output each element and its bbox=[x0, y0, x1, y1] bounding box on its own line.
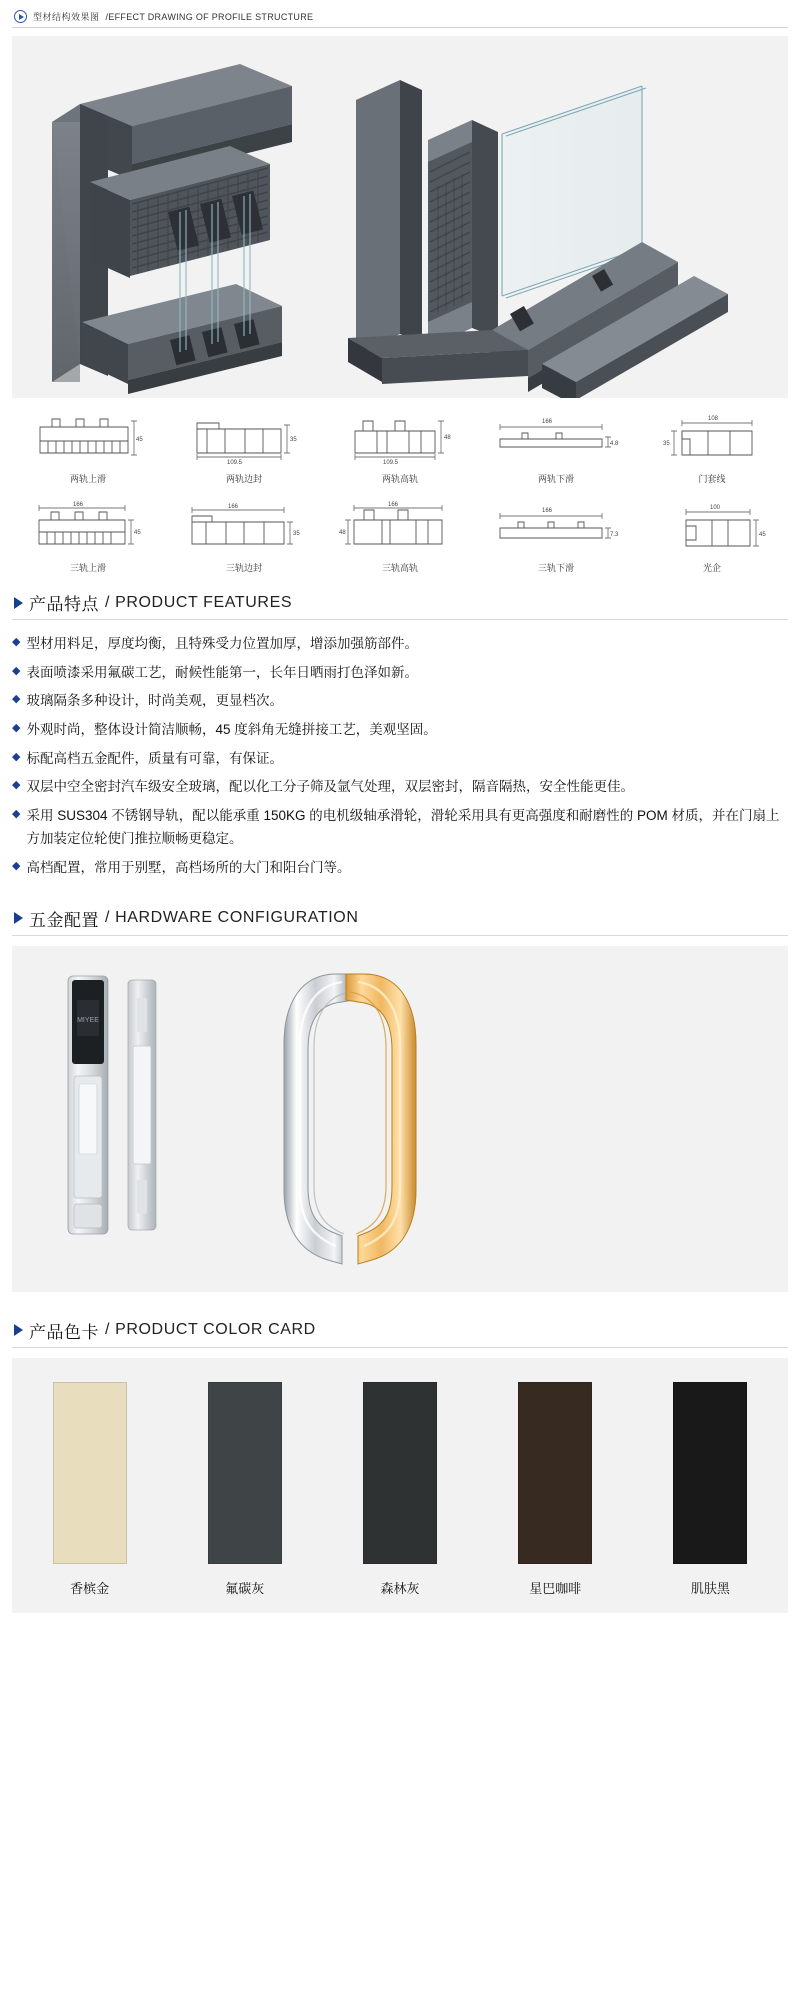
svg-text:166: 166 bbox=[73, 502, 84, 508]
profile-structure-illustration bbox=[12, 36, 788, 398]
profile-drawing-three-track-bottom bbox=[480, 499, 632, 557]
profile-label: 门套线 bbox=[698, 474, 726, 484]
profile-label: 两轨边封 bbox=[225, 474, 262, 484]
gold-pull-handle bbox=[346, 974, 416, 1264]
feature-item bbox=[12, 747, 788, 771]
product-spec-page bbox=[0, 6, 800, 2007]
play-triangle-icon bbox=[14, 1324, 23, 1336]
feature-item bbox=[12, 775, 788, 799]
hardware-title-cn: 五金配置 bbox=[29, 910, 99, 930]
profile-thumbnail-grid-row-1 bbox=[12, 406, 788, 487]
color-name: 香槟金 bbox=[70, 1580, 110, 1596]
diamond-bullet-icon: ◆ bbox=[12, 636, 21, 648]
profile-drawing-light-frame bbox=[636, 499, 788, 557]
dim-label: 45 bbox=[136, 437, 143, 443]
svg-text:166: 166 bbox=[542, 508, 553, 514]
color-title-cn: 产品色卡 bbox=[29, 1322, 99, 1342]
profile-label: 两轨高轨 bbox=[381, 474, 418, 484]
feature-text: 表面喷漆采用氟碳工艺，耐候性能第一，长年日晒雨打色泽如新。 bbox=[26, 664, 418, 680]
hardware-configuration-section bbox=[12, 902, 788, 1292]
recessed-lock-handle bbox=[68, 976, 108, 1234]
section-header-color-card bbox=[12, 1314, 788, 1348]
feature-item bbox=[12, 661, 788, 685]
diamond-bullet-icon: ◆ bbox=[12, 807, 21, 820]
profile-label: 光企 bbox=[702, 563, 721, 573]
color-swatch-item bbox=[478, 1382, 633, 1597]
section-title-cn: 型材结构效果图 bbox=[33, 12, 100, 22]
svg-text:48: 48 bbox=[339, 530, 346, 536]
profile-thumbnail-grid-row-2 bbox=[12, 495, 788, 576]
profile-drawing-three-track-high-rail bbox=[324, 499, 476, 557]
feature-item bbox=[12, 804, 788, 851]
profile-label: 三轨下滑 bbox=[537, 563, 574, 573]
color-swatch-item bbox=[167, 1382, 322, 1597]
svg-text:166: 166 bbox=[542, 419, 553, 425]
feature-text: 标配高档五金配件，质量有可靠，有保证。 bbox=[26, 750, 283, 766]
hardware-illustration bbox=[12, 946, 788, 1292]
profile-item bbox=[324, 406, 476, 487]
diamond-bullet-icon: ◆ bbox=[12, 750, 21, 763]
svg-text:45: 45 bbox=[759, 532, 766, 538]
profile-item bbox=[636, 495, 788, 576]
feature-text: 采用 SUS304 不锈钢导轨，配以能承重 150KG 的电机级轴承滑轮，滑轮采用具有更高强度和耐磨性的 POM 材质，并在门扇上方加装定位轮使门推拉顺畅更稳定。 bbox=[26, 807, 780, 847]
product-features-section bbox=[12, 586, 788, 880]
flat-lock-plate bbox=[128, 980, 156, 1230]
svg-text:108: 108 bbox=[708, 416, 719, 422]
profile-label: 三轨高轨 bbox=[381, 563, 418, 573]
svg-text:100: 100 bbox=[710, 505, 721, 511]
features-title-en: / PRODUCT FEATURES bbox=[105, 593, 293, 611]
profile-label: 两轨上滑 bbox=[69, 474, 106, 484]
diamond-bullet-icon: ◆ bbox=[12, 779, 21, 792]
feature-text: 型材用料足，厚度均衡，且特殊受力位置加厚，增添加强筋部件。 bbox=[26, 636, 418, 651]
profile-drawing-door-casing bbox=[636, 410, 788, 468]
svg-text:7.3: 7.3 bbox=[610, 532, 619, 538]
features-list bbox=[12, 632, 788, 880]
svg-text:35: 35 bbox=[290, 437, 297, 443]
svg-text:166: 166 bbox=[228, 504, 239, 510]
profile-drawing-two-track-top bbox=[12, 410, 164, 468]
profile-label: 三轨边封 bbox=[225, 563, 262, 573]
color-name: 森林灰 bbox=[380, 1580, 420, 1596]
play-triangle-icon bbox=[14, 912, 23, 924]
feature-text: 双层中空全密封汽车级安全玻璃，配以化工分子筛及氩气处理，双层密封，隔音隔热，安全性能更佳。 bbox=[26, 779, 634, 795]
profile-drawing-three-track-top bbox=[12, 499, 164, 557]
profile-drawing-two-track-bottom bbox=[480, 410, 632, 468]
section-header-hardware bbox=[12, 902, 788, 936]
color-chip bbox=[208, 1382, 282, 1564]
features-title-cn: 产品特点 bbox=[29, 595, 99, 614]
section-header-profile-structure bbox=[12, 6, 788, 28]
hardware-parts-drawing bbox=[12, 946, 788, 1292]
profile-drawing-two-track-side-seal bbox=[168, 410, 320, 468]
profile-item bbox=[480, 495, 632, 576]
color-chip bbox=[518, 1382, 592, 1564]
svg-text:48: 48 bbox=[444, 435, 451, 441]
profile-label: 两轨下滑 bbox=[537, 474, 574, 484]
diamond-bullet-icon: ◆ bbox=[12, 693, 21, 706]
feature-item bbox=[12, 856, 788, 880]
profile-item bbox=[636, 406, 788, 487]
diamond-bullet-icon: ◆ bbox=[12, 664, 21, 677]
profile-3d-drawing bbox=[12, 36, 788, 398]
hardware-title-en: / HARDWARE CONFIGURATION bbox=[105, 909, 359, 927]
profile-item bbox=[12, 406, 164, 487]
svg-text:MIYEE: MIYEE bbox=[77, 1016, 99, 1024]
product-color-card-section bbox=[12, 1314, 788, 1613]
section-header-features bbox=[12, 586, 788, 620]
color-name: 肌肤黑 bbox=[690, 1580, 730, 1596]
color-chip bbox=[673, 1382, 747, 1564]
color-name: 星巴咖啡 bbox=[529, 1580, 582, 1596]
profile-item bbox=[480, 406, 632, 487]
color-swatch-item bbox=[12, 1382, 167, 1597]
feature-item bbox=[12, 689, 788, 713]
profile-item bbox=[12, 495, 164, 576]
profile-item bbox=[324, 495, 476, 576]
chrome-pull-handle bbox=[284, 974, 354, 1264]
svg-text:166: 166 bbox=[388, 502, 399, 508]
diamond-bullet-icon: ◆ bbox=[12, 860, 21, 872]
profile-label: 三轨上滑 bbox=[69, 563, 106, 573]
color-chip bbox=[363, 1382, 437, 1564]
diamond-bullet-icon: ◆ bbox=[12, 721, 21, 734]
svg-text:35: 35 bbox=[663, 441, 670, 447]
color-swatch-item bbox=[633, 1382, 788, 1597]
feature-item bbox=[12, 632, 788, 656]
svg-text:4.8: 4.8 bbox=[610, 441, 619, 447]
profile-drawing-three-track-side-seal bbox=[168, 499, 320, 557]
profile-item bbox=[168, 495, 320, 576]
section-title-en: /EFFECT DRAWING OF PROFILE STRUCTURE bbox=[105, 11, 314, 22]
profile-item bbox=[168, 406, 320, 487]
play-triangle-icon bbox=[14, 597, 23, 609]
svg-text:35: 35 bbox=[293, 531, 300, 537]
profile-drawing-two-track-high-rail bbox=[324, 410, 476, 468]
color-swatch-grid bbox=[12, 1358, 788, 1613]
color-chip bbox=[53, 1382, 127, 1564]
feature-text: 高档配置，常用于别墅，高档场所的大门和阳台门等。 bbox=[26, 860, 351, 875]
feature-text: 外观时尚，整体设计简洁顺畅，45 度斜角无缝拼接工艺，美观坚固。 bbox=[26, 721, 437, 737]
color-name: 氟碳灰 bbox=[225, 1580, 265, 1596]
svg-text:45: 45 bbox=[134, 530, 141, 536]
feature-item bbox=[12, 718, 788, 742]
svg-text:109.5: 109.5 bbox=[227, 460, 243, 466]
circle-dot-icon bbox=[14, 10, 27, 23]
color-title-en: / PRODUCT COLOR CARD bbox=[105, 1321, 316, 1339]
color-swatch-item bbox=[322, 1382, 477, 1597]
feature-text: 玻璃隔条多种设计，时尚美观，更显档次。 bbox=[26, 693, 283, 709]
svg-text:109.5: 109.5 bbox=[383, 460, 399, 466]
